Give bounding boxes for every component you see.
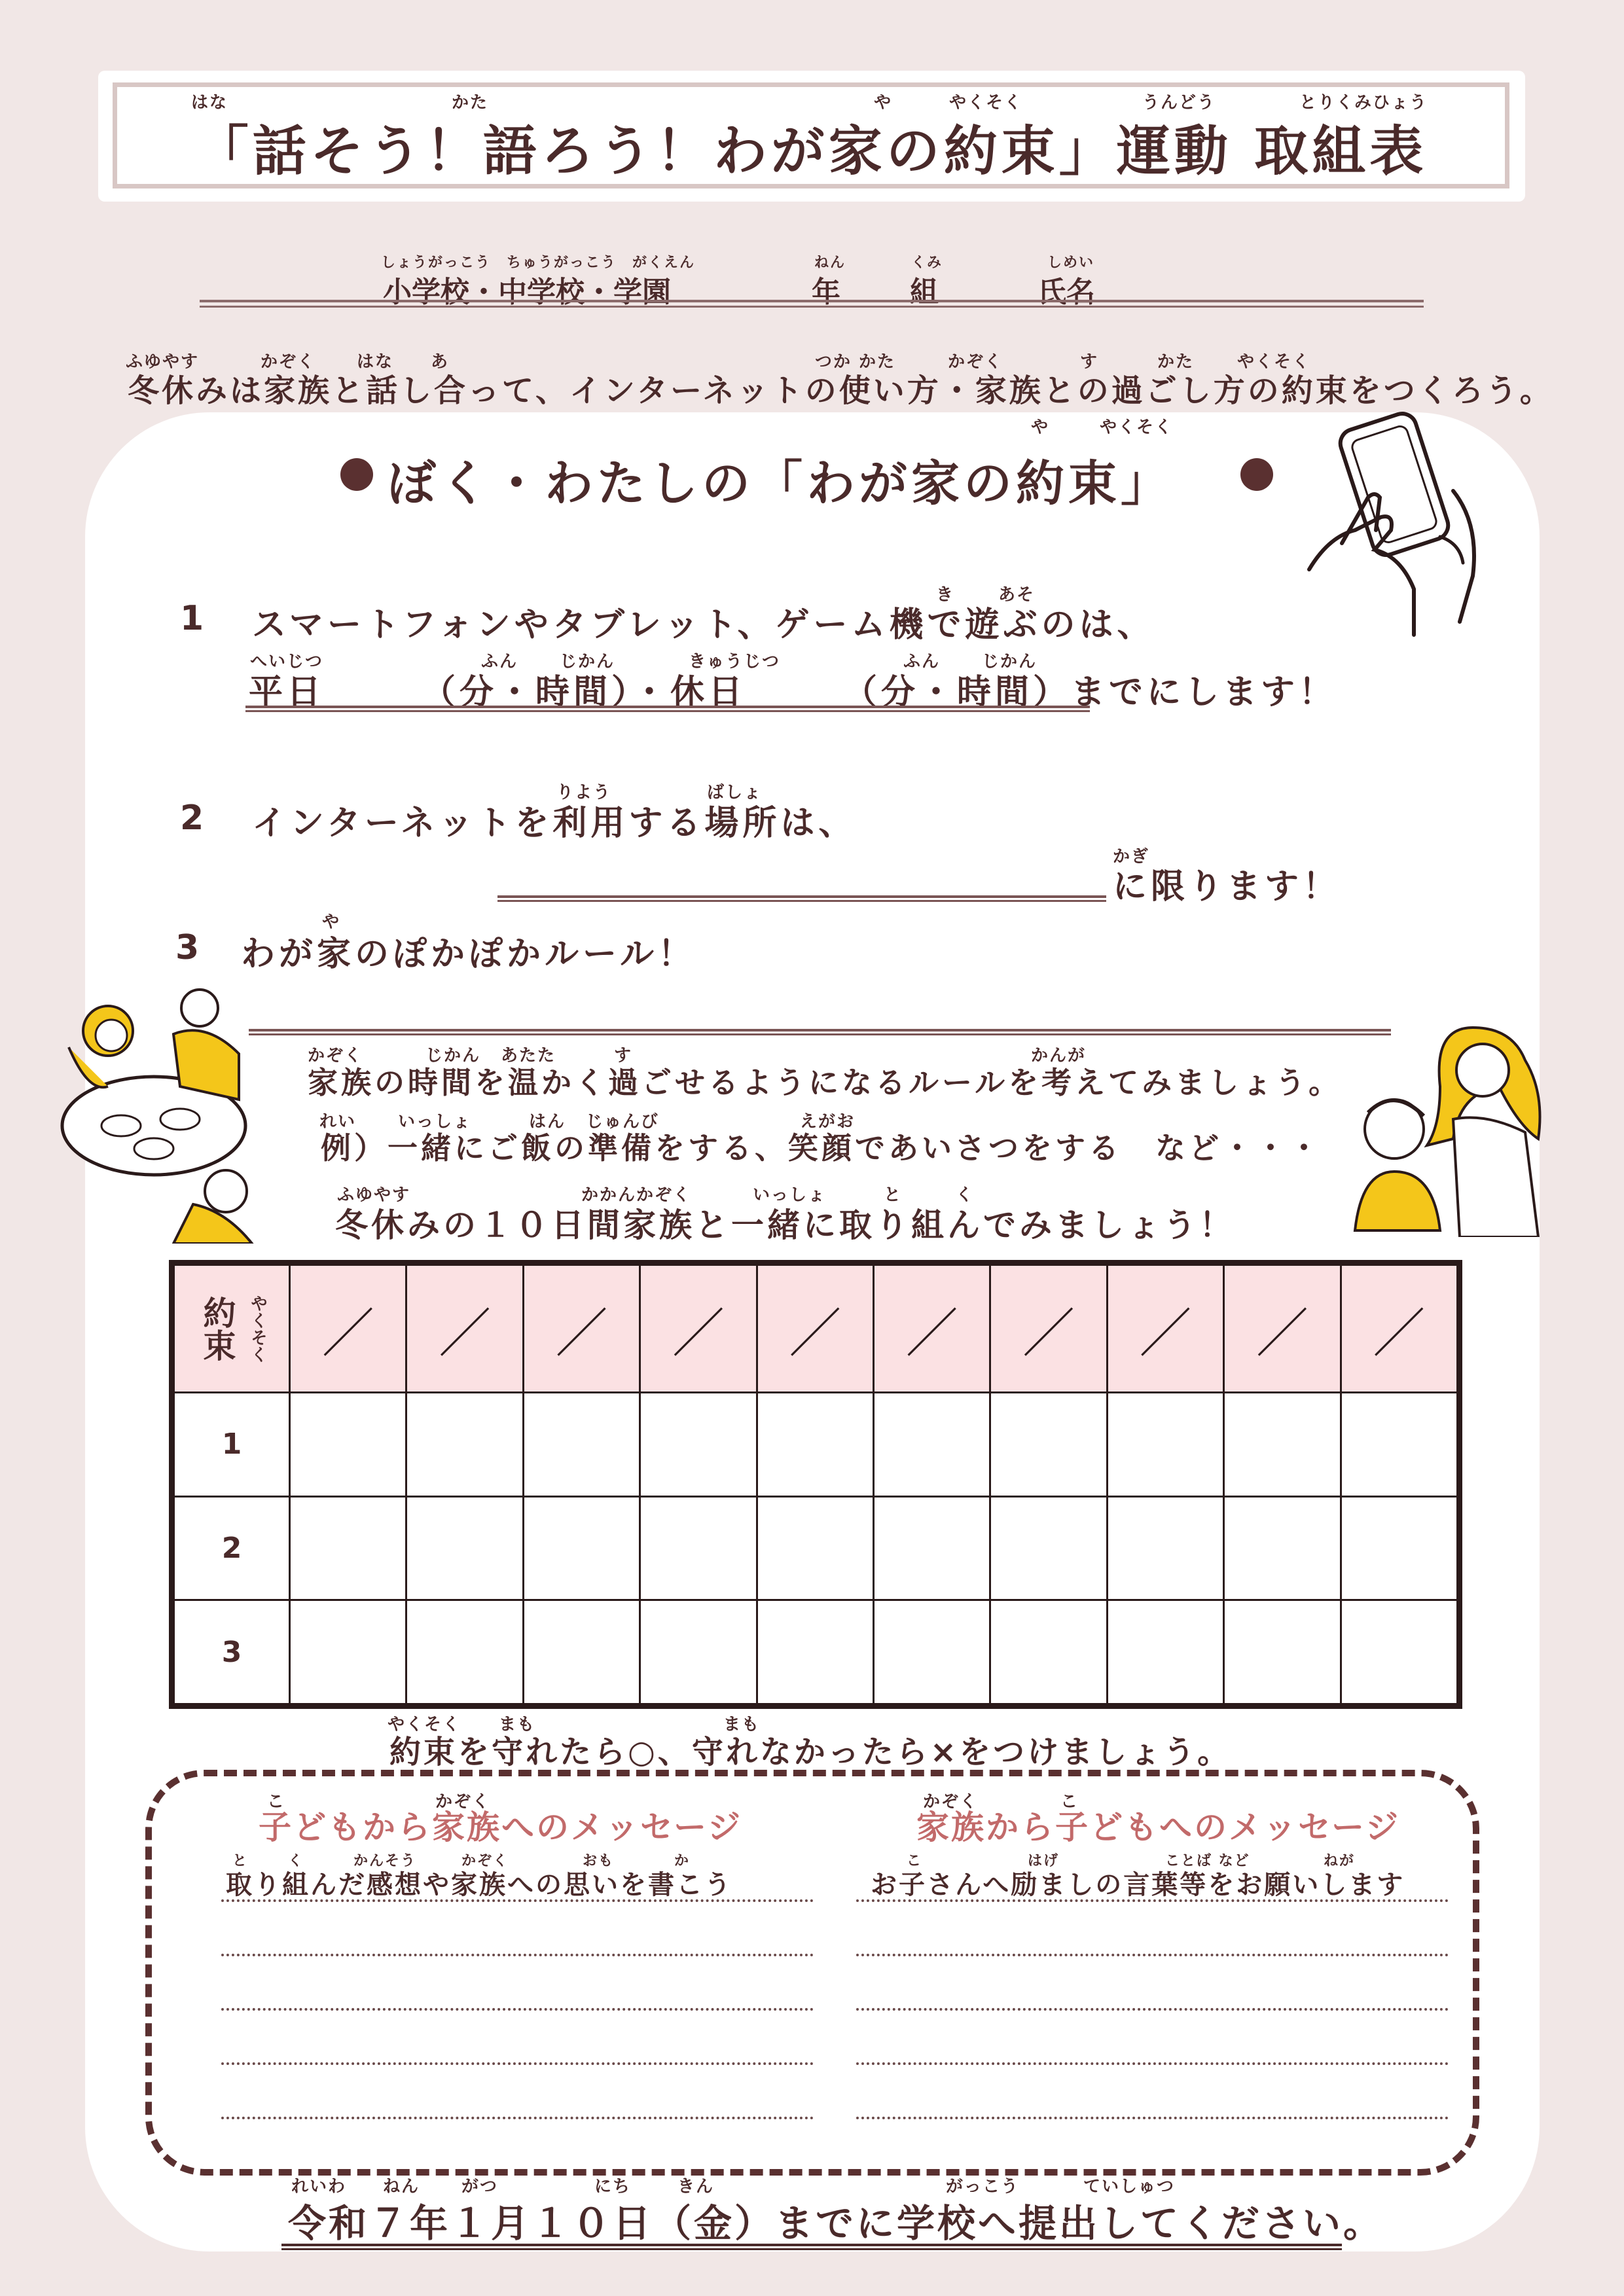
check-cell[interactable] [873, 1600, 990, 1704]
deadline-ruby-2: ねん [383, 2177, 420, 2197]
hint2-ruby-5: えがお [800, 1112, 856, 1132]
class-ruby: くみ [911, 255, 943, 271]
check-cell[interactable] [990, 1393, 1107, 1497]
family-writing-line[interactable] [856, 1899, 1449, 1902]
check-cell[interactable] [1341, 1393, 1457, 1497]
child-sub-ruby-6: か [674, 1853, 691, 1869]
intro-ruby-2: かぞく [261, 352, 316, 372]
submission-deadline: 令和７年１月１０日（金）までに学校へ提出してください。 [288, 2201, 1384, 2246]
child-writing-line[interactable] [221, 1954, 814, 1956]
date-cell[interactable]: ／ [1107, 1265, 1223, 1393]
year-ruby: ねん [814, 255, 846, 271]
item2-suffix: に限ります！ [1113, 867, 1341, 906]
check-cell[interactable] [1341, 1496, 1457, 1600]
table-row [174, 1600, 1458, 1704]
deadline-underline [281, 2244, 1342, 2250]
hint2-ruby-1: れい [319, 1112, 357, 1132]
deadline-ruby-7: ていしゅつ [1083, 2177, 1176, 2197]
school-label: 小学校・中学校・学園 [383, 276, 671, 309]
check-cell[interactable] [757, 1600, 873, 1704]
check-cell[interactable] [1224, 1600, 1341, 1704]
hint3-ruby-3: いっしょ [753, 1185, 827, 1205]
intro-ruby-7: す [1080, 352, 1099, 372]
title-ruby-1: はな [191, 93, 228, 113]
child-writing-line[interactable] [221, 2062, 814, 2065]
family-title-ruby-2: こ [1060, 1792, 1079, 1812]
title-ruby-6: とりくみひょう [1299, 93, 1428, 113]
child-sub-ruby-3: かんそう [353, 1853, 417, 1869]
date-cell[interactable]: ／ [406, 1265, 523, 1393]
check-cell[interactable] [406, 1393, 523, 1497]
hint-line-2: 例）一緒にご飯の準備をする、笑顔であいさつをする など・・・ [321, 1130, 1322, 1166]
hint1-ruby-2: じかん [425, 1046, 481, 1066]
item2-ruby-3: かぎ [1113, 847, 1150, 867]
check-cell[interactable] [990, 1600, 1107, 1704]
child-writing-line[interactable] [221, 2117, 814, 2119]
mark-ruby-2: まも [499, 1715, 536, 1734]
hint2-ruby-4: じゅんび [586, 1112, 660, 1132]
hint1-ruby-4: す [614, 1046, 633, 1066]
child-sub-ruby-5: おも [583, 1853, 615, 1869]
row-number: 1 [174, 1393, 290, 1497]
check-cell[interactable] [1107, 1393, 1223, 1497]
date-cell[interactable]: ／ [523, 1265, 640, 1393]
item3-answer-line [249, 1029, 1391, 1035]
check-cell[interactable] [990, 1496, 1107, 1600]
name-ruby: しめい [1047, 255, 1095, 271]
check-cell[interactable] [290, 1393, 406, 1497]
intro-ruby-4: あ [431, 352, 450, 372]
item1-ruby-7: ふん [903, 652, 941, 672]
table-row [174, 1393, 1458, 1497]
intro-ruby-9: やくそく [1237, 352, 1311, 372]
check-cell[interactable] [290, 1600, 406, 1704]
section-heading: ぼく・わたしの「わが家の約束」 [388, 456, 1173, 512]
intro-ruby-5: つか かた [815, 352, 896, 372]
year-label: 年 [812, 276, 840, 309]
hint3-ruby-2: かかんかぞく [581, 1185, 692, 1205]
tracking-table [169, 1260, 1462, 1709]
hint2-ruby-2: いっしょ [398, 1112, 472, 1132]
bullet-dot-left [340, 458, 373, 491]
item2-number: 2 [180, 798, 204, 838]
check-cell[interactable] [1107, 1496, 1223, 1600]
check-cell[interactable] [640, 1496, 757, 1600]
date-cell[interactable]: ／ [1224, 1265, 1341, 1393]
hint-line-3: 冬休みの１０日間家族と一緒に取り組んでみましょう！ [335, 1206, 1235, 1244]
table-header-label [174, 1265, 290, 1393]
hint1-ruby-1: かぞく [308, 1046, 363, 1066]
check-cell[interactable] [523, 1496, 640, 1600]
item3-number: 3 [175, 928, 200, 967]
hint1-ruby-5: かんが [1031, 1046, 1087, 1066]
check-cell[interactable] [1341, 1600, 1457, 1704]
date-cell[interactable]: ／ [990, 1265, 1107, 1393]
check-cell[interactable] [290, 1496, 406, 1600]
class-label: 組 [910, 276, 939, 309]
table-row [174, 1496, 1458, 1600]
intro-text: 冬休みは家族と話し合って、インターネットの使い方・家族との過ごし方の約束をつくろう。 [128, 372, 1554, 409]
check-cell[interactable] [1107, 1600, 1223, 1704]
family-message-title: 家族から子どもへのメッセージ [916, 1808, 1400, 1846]
hint3-ruby-4: と [884, 1185, 903, 1205]
smartphone-hand-illustration [1303, 406, 1499, 641]
hint3-ruby-1: ふゆやす [337, 1185, 411, 1205]
mark-instruction: 約束を守れたら○、守れなかったら×をつけましょう。 [389, 1734, 1232, 1770]
item2-ruby-1: りよう [556, 783, 612, 802]
check-cell[interactable] [757, 1496, 873, 1600]
deadline-ruby-5: きん [677, 2177, 715, 2197]
child-message-title: 子どもから家族へのメッセージ [259, 1808, 742, 1846]
item1-ruby-4: ふん [481, 652, 518, 672]
family-sub-ruby-2: はげ [1028, 1853, 1060, 1869]
date-cell[interactable]: ／ [873, 1265, 990, 1393]
item1-number: 1 [180, 599, 204, 638]
family-writing-line[interactable] [856, 2117, 1449, 2119]
child-writing-line[interactable] [221, 2008, 814, 2011]
page-title: 「話そう！語ろう！わが家の約束」運動 取組表 [194, 120, 1428, 183]
name-label: 氏名 [1038, 276, 1095, 309]
deadline-ruby-1: れいわ [291, 2177, 347, 2197]
item1-ruby-6: きゅうじつ [689, 652, 781, 672]
promise-label: 約束 [198, 1296, 236, 1361]
check-cell[interactable] [1224, 1393, 1341, 1497]
item2-text: インターネットを利用する場所は、 [252, 804, 857, 843]
check-cell[interactable] [873, 1496, 990, 1600]
family-writing-line[interactable] [856, 2008, 1449, 2011]
child-sub-ruby-2: く [288, 1853, 304, 1869]
school-ruby: しょうがっこう ちゅうがっこう がくえん [381, 255, 696, 271]
item2-answer-line [497, 895, 1106, 902]
family-sub-ruby-1: こ [907, 1853, 923, 1869]
family-sub-ruby-3: ことば など [1165, 1853, 1250, 1869]
family-writing-line[interactable] [856, 2062, 1449, 2065]
check-cell[interactable] [640, 1600, 757, 1704]
mark-ruby-3: まも [723, 1715, 761, 1734]
check-cell[interactable] [523, 1600, 640, 1704]
title-ruby-5: うんどう [1142, 93, 1216, 113]
family-dining-illustration [49, 975, 265, 1244]
parent-child-illustration [1342, 1014, 1551, 1237]
check-cell[interactable] [523, 1393, 640, 1497]
heading-ruby-1: や [1031, 418, 1050, 437]
heading-ruby-2: やくそく [1100, 418, 1174, 437]
row-number: 3 [174, 1600, 290, 1704]
title-ruby-2: かた [452, 93, 489, 113]
deadline-ruby-3: がつ [461, 2177, 499, 2197]
school-underline [200, 300, 1424, 308]
promise-ruby: やくそく [247, 1295, 268, 1363]
intro-ruby-6: かぞく [948, 352, 1003, 372]
hint1-ruby-3: あたた [501, 1046, 556, 1066]
check-cell[interactable] [406, 1600, 523, 1704]
item1-underline [245, 706, 1090, 712]
check-cell[interactable] [757, 1393, 873, 1497]
child-title-ruby-1: こ [267, 1792, 286, 1812]
date-cell[interactable]: ／ [640, 1265, 757, 1393]
family-writing-line[interactable] [856, 1954, 1449, 1956]
child-title-ruby-2: かぞく [435, 1792, 491, 1812]
bullet-dot-right [1240, 458, 1273, 491]
intro-ruby-1: ふゆやす [126, 352, 200, 372]
item1-text: スマートフォンやタブレット、ゲーム機で遊ぶのは、 [252, 605, 1155, 645]
check-cell[interactable] [873, 1393, 990, 1497]
title-ruby-4: やくそく [949, 93, 1023, 113]
title-ruby-3: や [874, 93, 893, 113]
intro-ruby-3: はな [357, 352, 394, 372]
child-writing-line[interactable] [221, 1899, 814, 1902]
check-cell[interactable] [1224, 1496, 1341, 1600]
intro-ruby-8: かた [1157, 352, 1195, 372]
hint2-ruby-3: はん [529, 1112, 566, 1132]
item1-ruby-1: き [936, 585, 955, 605]
child-sub-ruby-4: かぞく [461, 1853, 509, 1869]
item1-ruby-3: へいじつ [250, 652, 324, 672]
child-sub-ruby-1: と [232, 1853, 249, 1869]
date-cell[interactable]: ／ [757, 1265, 873, 1393]
hint-line-1: 家族の時間を温かく過ごせるようになるルールを考えてみましょう。 [308, 1065, 1343, 1100]
check-cell[interactable] [406, 1496, 523, 1600]
family-sub-ruby-4: ねが [1324, 1853, 1356, 1869]
hint3-ruby-5: く [956, 1185, 975, 1205]
table-header-row [174, 1265, 1458, 1393]
mark-ruby-1: やくそく [388, 1715, 461, 1734]
row-number: 2 [174, 1496, 290, 1600]
deadline-ruby-4: にち [594, 2177, 632, 2197]
date-cell[interactable]: ／ [290, 1265, 406, 1393]
item1-detail: 平日 （分・時間）・休日 （分・時間）までにします！ [249, 673, 1337, 712]
family-title-ruby-1: かぞく [923, 1792, 979, 1812]
item1-ruby-5: じかん [560, 652, 615, 672]
family-message-instruction: お子さんへ励ましの言葉等をお願いします [871, 1870, 1405, 1900]
date-cell[interactable]: ／ [1341, 1265, 1457, 1393]
child-message-instruction: 取り組んだ感想や家族への思いを書こう [226, 1870, 732, 1900]
item3-ruby-1: や [322, 912, 341, 932]
item1-ruby-2: あそ [998, 585, 1036, 605]
item1-ruby-8: じかん [982, 652, 1038, 672]
deadline-ruby-6: がっこう [946, 2177, 1020, 2197]
check-cell[interactable] [640, 1393, 757, 1497]
item2-ruby-2: ばしょ [707, 783, 763, 802]
item3-text: わが家のぽかぽかルール！ [241, 935, 696, 974]
